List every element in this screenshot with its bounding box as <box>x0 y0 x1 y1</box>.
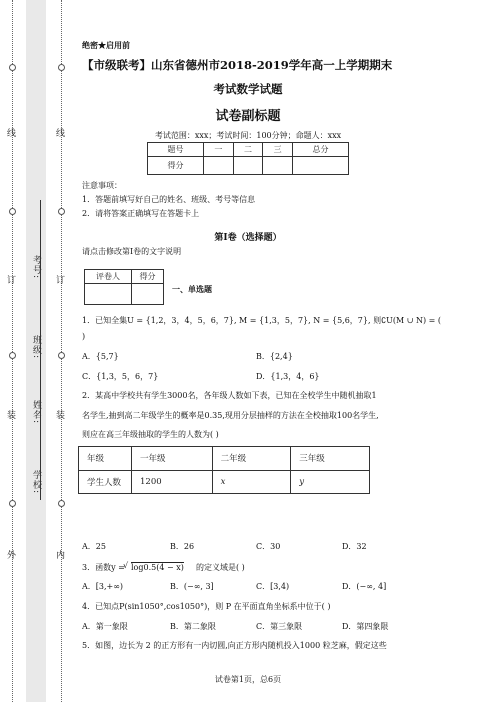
question-3-radicand: log0.5(4 − x) <box>131 563 184 572</box>
q3-option-a[interactable]: A．[3,+∞) <box>82 582 124 591</box>
grade-table-cell: 1200 <box>132 470 213 494</box>
binding-outer-label: 外 <box>5 550 15 560</box>
q4-option-a[interactable]: A．第一象限 <box>82 622 128 631</box>
grade-table-header: 三年级 <box>291 447 370 471</box>
section-instruction: 请点击修改第I卷的文字说明 <box>82 247 182 256</box>
score-table-header: 一 <box>204 143 234 157</box>
binding-hole <box>9 352 16 359</box>
grader-header: 得分 <box>132 270 164 284</box>
exam-info: 考试范围：xxx；考试时间：100分钟；命题人：xxx <box>154 131 342 140</box>
binding-hole <box>58 500 65 507</box>
binding-hole <box>9 500 16 507</box>
question-2-line: 名学生,抽到高二年级学生的概率是0.35,现用分层抽样的方法在全校抽取100名学生, <box>82 411 379 420</box>
q1-option-d[interactable]: D．{1,3，4，6} <box>256 372 320 381</box>
q1-option-b[interactable]: B．{2,4} <box>256 352 293 361</box>
binding-outer-label: 线 <box>5 128 15 138</box>
q2-option-a[interactable]: A．25 <box>82 542 106 551</box>
score-row-label: 得分 <box>148 157 204 175</box>
name-field: 姓名: <box>31 400 41 425</box>
q3-option-b[interactable]: B．(−∞, 3] <box>170 582 214 591</box>
exam-number-field: 考号: <box>31 255 41 280</box>
question-1-stem: 1．已知全集U = {1,2，3，4，5，6，7}, M = {1,3，5，7}, N = {5,6，7}, 则∁U(M ∪ N) = ( <box>82 316 442 325</box>
score-cell[interactable] <box>263 157 293 175</box>
grader-header: 评卷人 <box>85 270 132 284</box>
score-table-header: 题号 <box>148 143 204 157</box>
question-2-line: 2．某高中学校共有学生3000名，各年级人数如下表，已知在全校学生中随机抽取1 <box>82 391 377 400</box>
binding-hole <box>58 352 65 359</box>
grader-cell[interactable] <box>85 284 132 305</box>
score-table <box>147 142 349 175</box>
q4-option-b[interactable]: B．第二象限 <box>170 622 216 631</box>
binding-outer-label: 装 <box>5 410 15 420</box>
q2-option-d[interactable]: D．32 <box>342 542 367 551</box>
notes-title: 注意事项： <box>82 181 122 190</box>
q3-option-c[interactable]: C．[3,4) <box>256 582 290 591</box>
binding-hole <box>9 208 16 215</box>
question-2-line: 则应在高三年级抽取的学生的人数为( ) <box>82 430 219 439</box>
q2-option-c[interactable]: C．30 <box>256 542 281 551</box>
grade-table-cell: 学生人数 <box>79 470 132 494</box>
binding-hole <box>9 64 16 71</box>
q4-option-d[interactable]: D．第四象限 <box>342 622 389 631</box>
grade-table-cell: y <box>291 470 370 494</box>
binding-inner-label: 线 <box>54 128 64 138</box>
q1-option-c[interactable]: C．{1,3，5，6，7} <box>82 372 159 381</box>
question-4-stem: 4．已知点P(sin1050°,cos1050°)，则 P 在平面直角坐标系中位于( ) <box>82 602 331 611</box>
binding-inner-label: 内 <box>54 550 64 560</box>
exam-title: 【市级联考】山东省德州市2018-2019学年高一上学期期末 <box>82 58 393 72</box>
q3-option-d[interactable]: D．(−∞, 4] <box>342 582 387 591</box>
grade-table-header: 一年级 <box>132 447 213 471</box>
score-cell[interactable] <box>292 157 348 175</box>
secret-label: 绝密★启用前 <box>82 40 130 50</box>
section-title: 第I卷（选择题） <box>214 233 282 243</box>
note-item: 2．请将答案正确填写在答题卡上 <box>82 209 200 218</box>
class-field: 班级: <box>31 335 41 360</box>
grade-table-cell: x <box>212 470 291 494</box>
binding-outer-label: 订 <box>5 275 15 285</box>
page-footer: 试卷第1页，总6页 <box>214 675 282 684</box>
question-3-stem-b: 的定义域是( ) <box>196 563 245 572</box>
exam-title-line2: 考试数学试题 <box>213 82 283 96</box>
grade-table-header: 年级 <box>79 447 132 471</box>
grade-table-header: 二年级 <box>212 447 291 471</box>
school-field: 学校: <box>31 470 41 495</box>
q1-option-a[interactable]: A．{5,7} <box>82 352 119 361</box>
q2-option-b[interactable]: B．26 <box>170 542 195 551</box>
question-3-stem-a: 3．函数y = <box>82 563 125 572</box>
score-table-header: 三 <box>263 143 293 157</box>
score-table-header: 二 <box>233 143 263 157</box>
radical-sign: √ <box>123 561 129 570</box>
grader-cell[interactable] <box>132 284 164 305</box>
grader-table <box>84 269 164 305</box>
binding-inner-label: 装 <box>54 410 64 420</box>
score-cell[interactable] <box>204 157 234 175</box>
q4-option-c[interactable]: C．第三象限 <box>256 622 303 631</box>
binding-inner-label: 订 <box>54 275 64 285</box>
question-5-stem: 5．如图，边长为 2 的正方形有一内切圆,向正方形内随机投入1000 粒芝麻，假定这些 <box>82 641 387 650</box>
exam-subtitle: 试卷副标题 <box>215 109 281 124</box>
part-title: 一、单选题 <box>172 284 212 294</box>
binding-hole <box>58 64 65 71</box>
note-item: 1．答题前填写好自己的姓名、班级、考号等信息 <box>82 195 256 204</box>
score-cell[interactable] <box>233 157 263 175</box>
question-1-stem-end: ) <box>82 332 86 341</box>
score-table-header: 总分 <box>292 143 348 157</box>
binding-hole <box>58 208 65 215</box>
grade-distribution-table <box>78 446 370 494</box>
field-underline <box>40 200 41 500</box>
